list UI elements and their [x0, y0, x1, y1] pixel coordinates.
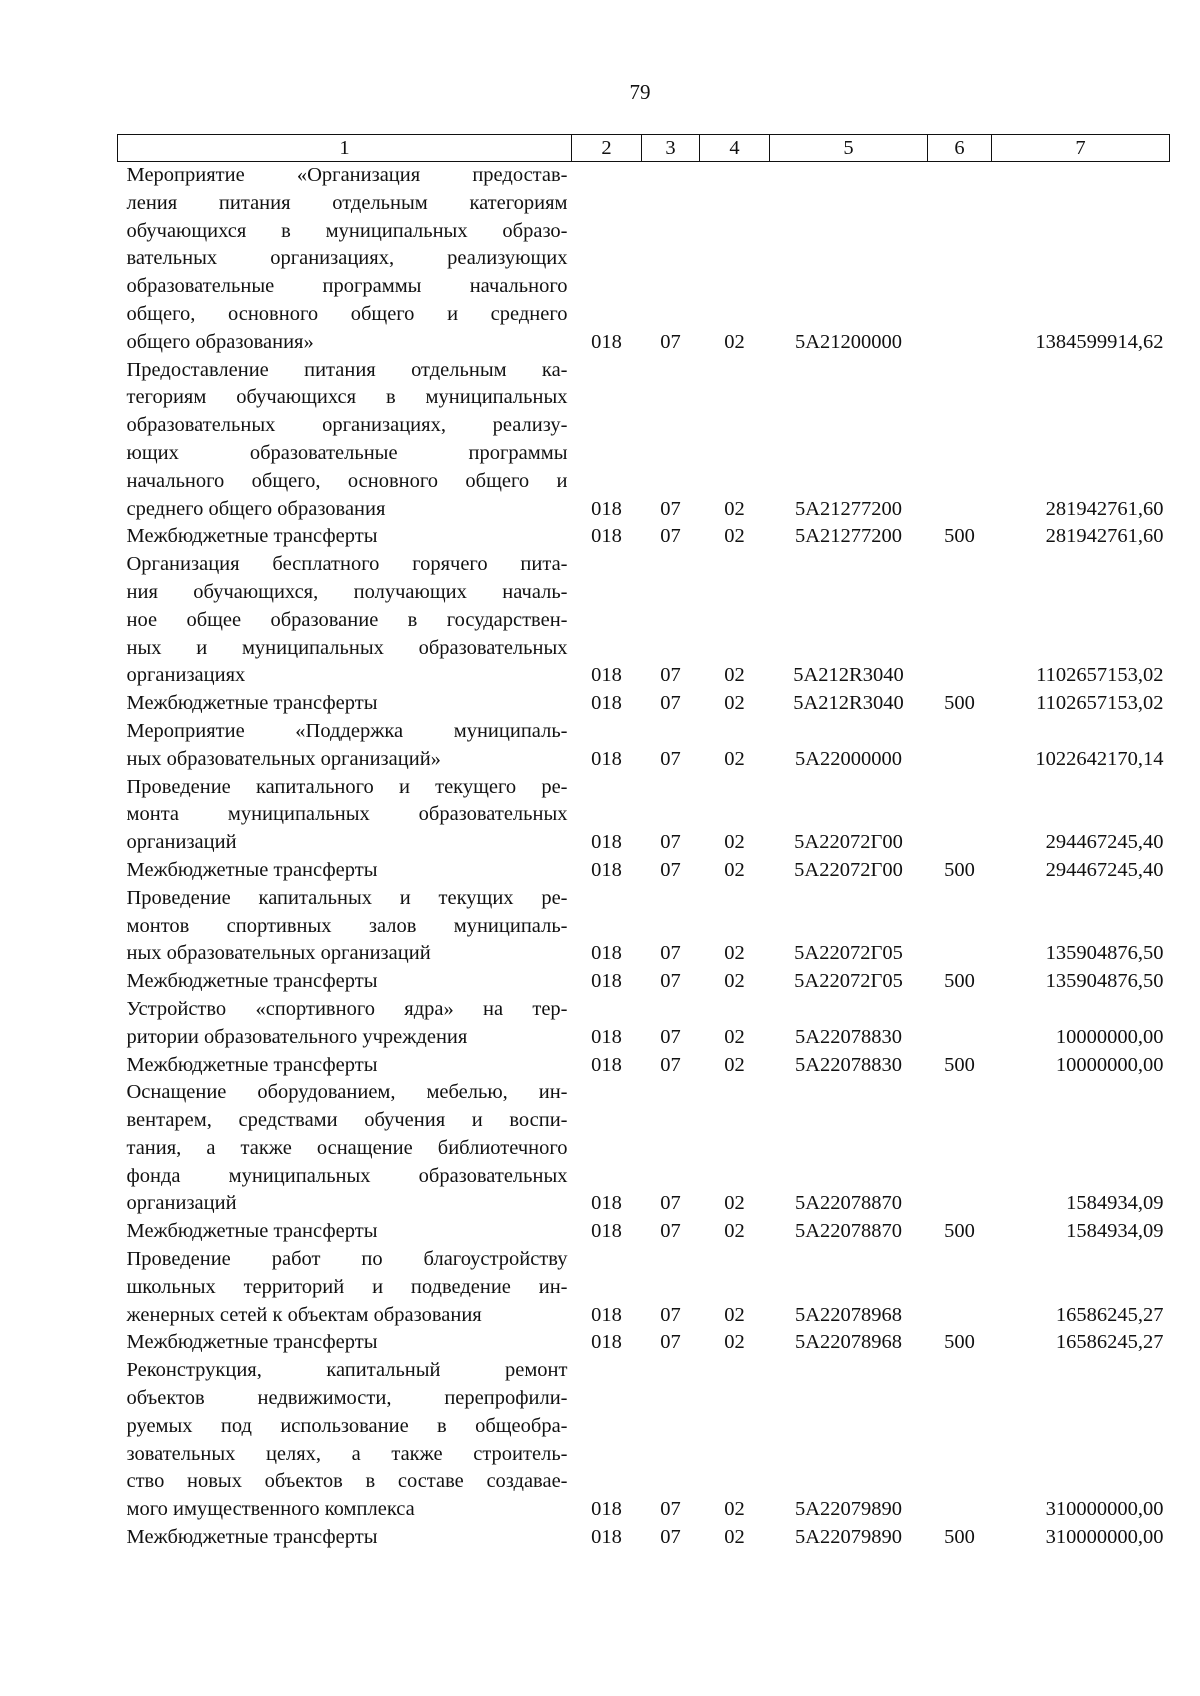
table-row — [118, 857, 1170, 885]
header-col-5: 5 — [770, 135, 928, 162]
header-col-4: 4 — [700, 135, 770, 162]
cell-amount: 10000000,00 — [1055, 1053, 1164, 1076]
table-row — [118, 968, 1170, 996]
cell-expense-type — [928, 1246, 992, 1329]
cell-expense-type — [928, 551, 992, 690]
header-col-7: 7 — [992, 135, 1170, 162]
cell-section: 07 — [660, 1025, 681, 1048]
table-row — [118, 885, 1170, 968]
cell-expense-type — [928, 885, 992, 968]
cell-amount: 1102657153,02 — [1036, 664, 1164, 687]
cell-name-line: общего образования» — [126, 330, 314, 353]
cell-section: 07 — [660, 497, 681, 520]
cell-name — [118, 551, 572, 690]
cell-amount: 1384599914,62 — [1035, 330, 1164, 353]
cell-name-line: Межбюджетные трансферты — [126, 970, 378, 993]
cell-name-line: ющих образовательные программы — [126, 441, 568, 464]
cell-section: 07 — [660, 1498, 681, 1521]
cell-name-line: Проведение капитального и текущего ре- — [126, 775, 568, 798]
cell-section: 07 — [660, 1220, 681, 1243]
cell-amount: 16586245,27 — [1055, 1303, 1164, 1326]
cell-name-line: Мероприятие «Поддержка муниципаль- — [126, 719, 568, 742]
cell-name-line: ство новых объектов в составе создавае- — [126, 1470, 568, 1493]
cell-subsection: 02 — [724, 1498, 745, 1521]
cell-amount: 10000000,00 — [1055, 1025, 1164, 1048]
cell-name-line: ных образовательных организаций — [126, 942, 431, 965]
cell-amount: 1584934,09 — [1066, 1192, 1164, 1215]
cell-section: 07 — [660, 747, 681, 770]
cell-section: 07 — [660, 525, 681, 548]
cell-name — [118, 523, 572, 551]
cell-name — [118, 885, 572, 968]
cell-name-line: ных образовательных организаций» — [126, 747, 441, 770]
cell-section: 07 — [660, 330, 681, 353]
cell-name-line: зовательных целях, а также строитель- — [126, 1442, 568, 1465]
cell-amount: 294467245,40 — [1045, 858, 1164, 881]
cell-expense-type: 500 — [944, 525, 975, 548]
cell-name-line: вательных организациях, реализующих — [126, 247, 568, 270]
cell-ved: 018 — [591, 1053, 622, 1076]
cell-name — [118, 718, 572, 774]
cell-subsection: 02 — [724, 1025, 745, 1048]
cell-name-line: монтов спортивных залов муниципаль- — [126, 914, 568, 937]
cell-subsection: 02 — [724, 1331, 745, 1354]
cell-expense-type: 500 — [944, 1220, 975, 1243]
table-row — [118, 1524, 1170, 1552]
cell-ved: 018 — [591, 525, 622, 548]
cell-name — [118, 1329, 572, 1357]
cell-expense-type: 500 — [944, 1053, 975, 1076]
cell-ved: 018 — [591, 942, 622, 965]
cell-ved: 018 — [591, 497, 622, 520]
cell-name-line: начального общего, основного общего и — [126, 469, 568, 492]
cell-ved: 018 — [591, 858, 622, 881]
cell-name — [118, 1218, 572, 1246]
cell-section: 07 — [660, 1053, 681, 1076]
cell-expense-type — [928, 1079, 992, 1218]
table-header — [118, 135, 1170, 162]
cell-ved: 018 — [591, 1220, 622, 1243]
cell-name — [118, 968, 572, 996]
cell-amount: 281942761,60 — [1045, 497, 1164, 520]
cell-expense-type: 500 — [944, 970, 975, 993]
cell-expense-type — [928, 996, 992, 1052]
cell-section: 07 — [660, 692, 681, 715]
cell-name-line: Межбюджетные трансферты — [126, 1331, 378, 1354]
cell-ved: 018 — [591, 1526, 622, 1549]
cell-target-article: 5А22078830 — [794, 1025, 903, 1048]
cell-amount: 1102657153,02 — [1036, 692, 1164, 715]
cell-name-line: Устройство «спортивного ядра» на тер- — [126, 997, 568, 1020]
cell-target-article: 5А212R3040 — [793, 664, 904, 687]
cell-name — [118, 1246, 572, 1329]
header-col-6: 6 — [928, 135, 992, 162]
cell-target-article: 5А21277200 — [794, 497, 903, 520]
cell-ved: 018 — [591, 831, 622, 854]
cell-target-article: 5А21277200 — [794, 525, 903, 548]
cell-name — [118, 1052, 572, 1080]
cell-ved: 018 — [591, 1498, 622, 1521]
cell-name — [118, 996, 572, 1052]
cell-name-line: организациях — [126, 664, 246, 687]
header-col-2: 2 — [572, 135, 642, 162]
cell-name-line: среднего общего образования — [126, 497, 386, 520]
cell-target-article: 5А22072Г05 — [794, 942, 903, 965]
cell-expense-type — [928, 162, 992, 357]
cell-name — [118, 774, 572, 857]
cell-name-line: организаций — [126, 831, 237, 854]
table-row — [118, 1357, 1170, 1524]
cell-target-article: 5А22079890 — [794, 1526, 903, 1549]
cell-name-line: Реконструкция, капитальный ремонт — [126, 1359, 568, 1382]
cell-amount: 281942761,60 — [1045, 525, 1164, 548]
cell-expense-type: 500 — [944, 1526, 975, 1549]
table-row — [118, 718, 1170, 774]
cell-section: 07 — [660, 970, 681, 993]
cell-name-line: Межбюджетные трансферты — [126, 858, 378, 881]
cell-subsection: 02 — [724, 664, 745, 687]
cell-name-line: Межбюджетные трансферты — [126, 1053, 378, 1076]
table-row — [118, 523, 1170, 551]
cell-name-line: женерных сетей к объектам образования — [126, 1303, 482, 1326]
cell-name-line: объектов недвижимости, перепрофили- — [126, 1387, 568, 1410]
cell-name-line: Проведение работ по благоустройству — [126, 1248, 568, 1271]
cell-ved: 018 — [591, 970, 622, 993]
table-body — [118, 162, 1170, 1552]
table-row — [118, 1079, 1170, 1218]
cell-expense-type — [928, 718, 992, 774]
cell-ved: 018 — [591, 1331, 622, 1354]
cell-section: 07 — [660, 1331, 681, 1354]
cell-section: 07 — [660, 831, 681, 854]
cell-ved: 018 — [591, 692, 622, 715]
cell-target-article: 5А22078968 — [794, 1303, 903, 1326]
cell-name — [118, 1079, 572, 1218]
cell-subsection: 02 — [724, 1192, 745, 1215]
cell-name-line: фонда муниципальных образовательных — [126, 1164, 568, 1187]
cell-expense-type — [928, 357, 992, 524]
cell-amount: 16586245,27 — [1055, 1331, 1164, 1354]
cell-amount: 310000000,00 — [1045, 1498, 1164, 1521]
cell-name — [118, 162, 572, 357]
cell-subsection: 02 — [724, 942, 745, 965]
header-row — [118, 135, 1170, 162]
cell-name-line: общего, основного общего и среднего — [126, 302, 568, 325]
header-col-1: 1 — [118, 135, 572, 162]
cell-amount: 1584934,09 — [1066, 1220, 1164, 1243]
cell-ved: 018 — [591, 330, 622, 353]
cell-name-line: Мероприятие «Организация предостав- — [126, 164, 568, 186]
table-row — [118, 690, 1170, 718]
cell-target-article: 5А22072Г00 — [794, 831, 903, 854]
cell-name-line: ления питания отдельным категориям — [126, 191, 568, 214]
cell-target-article: 5А22078870 — [794, 1220, 903, 1243]
cell-name-line: Межбюджетные трансферты — [126, 692, 378, 715]
cell-ved: 018 — [591, 664, 622, 687]
cell-target-article: 5А22072Г00 — [794, 858, 903, 881]
cell-expense-type — [928, 774, 992, 857]
cell-name-line: Межбюджетные трансферты — [126, 1220, 378, 1243]
cell-name-line: образовательные программы начального — [126, 275, 568, 298]
cell-name — [118, 357, 572, 524]
cell-name-line: Межбюджетные трансферты — [126, 1526, 378, 1549]
cell-ved: 018 — [591, 747, 622, 770]
cell-amount: 310000000,00 — [1045, 1526, 1164, 1549]
cell-ved: 018 — [591, 1303, 622, 1326]
cell-name-line: Межбюджетные трансферты — [126, 525, 378, 548]
table-row — [118, 162, 1170, 357]
cell-target-article: 5А22078830 — [794, 1053, 903, 1076]
cell-name — [118, 1524, 572, 1552]
cell-name-line: ное общее образование в государствен- — [126, 608, 568, 631]
cell-subsection: 02 — [724, 747, 745, 770]
cell-name-line: обучающихся в муниципальных образо- — [126, 219, 568, 242]
cell-section: 07 — [660, 1526, 681, 1549]
cell-subsection: 02 — [724, 1220, 745, 1243]
cell-section: 07 — [660, 1192, 681, 1215]
budget-table — [117, 134, 1170, 1552]
cell-name-line: школьных территорий и подведение ин- — [126, 1275, 568, 1298]
table-row — [118, 996, 1170, 1052]
page-number: 79 — [629, 80, 651, 104]
cell-amount: 135904876,50 — [1045, 970, 1164, 993]
cell-amount: 135904876,50 — [1045, 942, 1164, 965]
cell-name-line: образовательных организациях, реализу- — [126, 414, 568, 437]
cell-target-article: 5А22072Г05 — [794, 970, 903, 993]
table-row — [118, 551, 1170, 690]
cell-target-article: 5А22000000 — [794, 747, 903, 770]
cell-subsection: 02 — [724, 858, 745, 881]
header-col-3: 3 — [642, 135, 700, 162]
cell-subsection: 02 — [724, 1053, 745, 1076]
cell-name-line: Организация бесплатного горячего пита- — [126, 553, 568, 576]
cell-name-line: ния обучающихся, получающих началь- — [126, 580, 568, 603]
cell-expense-type: 500 — [944, 858, 975, 881]
cell-amount: 294467245,40 — [1045, 831, 1164, 854]
cell-name-line: ритории образовательного учреждения — [126, 1025, 468, 1048]
cell-subsection: 02 — [724, 692, 745, 715]
cell-target-article: 5А22078968 — [794, 1331, 903, 1354]
cell-subsection: 02 — [724, 497, 745, 520]
cell-name-line: Предоставление питания отдельным ка- — [126, 358, 568, 381]
table-row — [118, 357, 1170, 524]
cell-subsection: 02 — [724, 330, 745, 353]
table-row — [118, 774, 1170, 857]
cell-subsection: 02 — [724, 525, 745, 548]
cell-name-line: вентарем, средствами обучения и воспи- — [126, 1109, 568, 1132]
cell-ved: 018 — [591, 1192, 622, 1215]
cell-section: 07 — [660, 664, 681, 687]
cell-subsection: 02 — [724, 1303, 745, 1326]
cell-name — [118, 690, 572, 718]
cell-section: 07 — [660, 1303, 681, 1326]
cell-target-article: 5А212R3040 — [793, 692, 904, 715]
cell-expense-type: 500 — [944, 1331, 975, 1354]
cell-expense-type — [928, 1357, 992, 1524]
cell-name-line: ных и муниципальных образовательных — [126, 636, 568, 659]
cell-expense-type: 500 — [944, 692, 975, 715]
cell-section: 07 — [660, 942, 681, 965]
cell-subsection: 02 — [724, 970, 745, 993]
cell-ved: 018 — [591, 1025, 622, 1048]
cell-section: 07 — [660, 858, 681, 881]
cell-amount: 1022642170,14 — [1035, 747, 1164, 770]
cell-name-line: мого имущественного комплекса — [126, 1498, 415, 1521]
cell-name-line: организаций — [126, 1192, 237, 1215]
cell-name-line: Оснащение оборудованием, мебелью, ин- — [126, 1081, 568, 1104]
cell-name-line: Проведение капитальных и текущих ре- — [126, 886, 568, 909]
cell-subsection: 02 — [724, 1526, 745, 1549]
cell-name-line: тегориям обучающихся в муниципальных — [126, 386, 568, 409]
cell-subsection: 02 — [724, 831, 745, 854]
cell-name — [118, 857, 572, 885]
cell-name-line: монта муниципальных образовательных — [126, 803, 568, 826]
cell-target-article: 5А21200000 — [794, 330, 903, 353]
table-row — [118, 1218, 1170, 1246]
cell-name-line: руемых под использование в общеобра- — [126, 1414, 568, 1437]
cell-name — [118, 1357, 572, 1524]
cell-target-article: 5А22079890 — [794, 1498, 903, 1521]
table-row — [118, 1246, 1170, 1329]
cell-target-article: 5А22078870 — [794, 1192, 903, 1215]
table-row — [118, 1329, 1170, 1357]
cell-name-line: тания, а также оснащение библиотечного — [126, 1136, 568, 1159]
table-row — [118, 1052, 1170, 1080]
